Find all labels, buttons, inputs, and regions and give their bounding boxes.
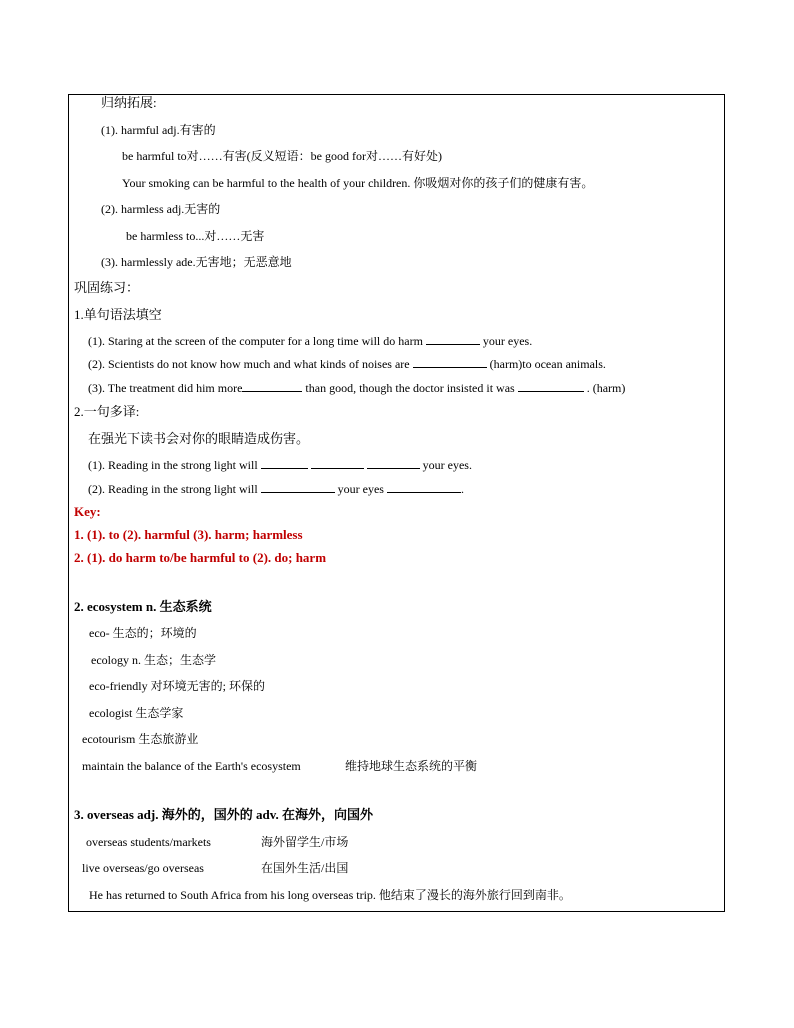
ecosystem-row: eco-friendly 对环境无害的; 环保的 [89,679,265,693]
key-title: Key: [74,504,101,519]
summary-heading: 归纳拓展: [101,95,157,110]
exercise-q3-text-a: (3). The treatment did him more [88,381,243,395]
summary-item-2: (2). harmless adj.无害的 [101,202,221,216]
exercise-q2 [88,355,606,373]
translation-1-text-a: (1). Reading in the strong light will [88,458,258,472]
ecosystem-heading: 2. ecosystem n. 生态系统 [74,599,212,614]
answer-blank[interactable] [387,480,461,493]
ecosystem-row: ecology n. 生态；生态学 [91,653,216,667]
exercise-q1 [88,332,532,350]
ecosystem-row: ecotourism 生态旅游业 [82,732,199,746]
answer-blank[interactable] [367,456,420,469]
exercise-q2-text-a: (2). Scientists do not know how much and what kinds of noises are [88,357,410,371]
overseas-heading: 3. overseas adj. 海外的，国外的 adv. 在海外，向国外 [74,807,374,822]
overseas-row-1-english: overseas students/markets [86,835,211,849]
overseas-row-2-chinese: 在国外生活/出国 [261,861,349,875]
answer-blank[interactable] [426,332,480,345]
overseas-example: He has returned to South Africa from his long overseas trip. 他结束了漫长的海外旅行回到南非。 [89,888,571,902]
overseas-row-1-chinese: 海外留学生/市场 [261,835,349,849]
ecosystem-phrase-english: maintain the balance of the Earth's ecosystem [82,759,301,773]
summary-item-1-phrase: be harmful to对……有害(反义短语：be good for对……有好处) [122,149,442,163]
translation-2-text-c: . [460,482,464,496]
translation-2 [88,480,464,498]
translation-1-text-b: your eyes. [422,458,472,472]
exercise-q2-text-b: (harm)to ocean animals. [489,357,606,371]
practice-part2-chinese: 在强光下读书会对你的眼睛造成伤害。 [88,431,310,446]
summary-item-2-phrase: be harmless to...对……无害 [126,229,265,243]
key-line-1: 1. (1). to (2). harmful (3). harm; harmless [74,527,303,542]
practice-part1-title: 1.单句语法填空 [74,307,162,322]
ecosystem-phrase-chinese: 维持地球生态系统的平衡 [345,759,478,773]
answer-blank[interactable] [311,456,364,469]
summary-item-1: (1). harmful adj.有害的 [101,123,216,137]
answer-blank[interactable] [261,480,335,493]
exercise-q1-text-a: (1). Staring at the screen of the computer for a long time will do harm [88,334,423,348]
exercise-q1-text-b: your eyes. [482,334,533,348]
overseas-row-2-english: live overseas/go overseas [82,861,204,875]
summary-item-1-example: Your smoking can be harmful to the health of your children. 你吸烟对你的孩子们的健康有害。 [122,176,594,190]
translation-2-text-a: (2). Reading in the strong light will [88,482,258,496]
ecosystem-row: eco- 生态的；环境的 [89,626,197,640]
summary-item-3: (3). harmlessly ade.无害地；无恶意地 [101,255,292,269]
answer-blank[interactable] [242,379,302,392]
answer-blank[interactable] [261,456,308,469]
exercise-q3-text-c: . (harm) [586,381,626,395]
translation-2-text-b: your eyes [337,482,384,496]
exercise-q3-text-b: than good, though the doctor insisted it was [305,381,515,395]
ecosystem-row: ecologist 生态学家 [89,706,184,720]
practice-part2-title: 2.一句多译: [74,404,140,419]
key-line-2: 2. (1). do harm to/be harmful to (2). do; harm [74,550,327,565]
practice-heading: 巩固练习： [74,280,140,295]
answer-blank[interactable] [518,379,584,392]
exercise-q3 [88,379,625,397]
answer-blank[interactable] [413,355,487,368]
translation-1 [88,456,472,474]
